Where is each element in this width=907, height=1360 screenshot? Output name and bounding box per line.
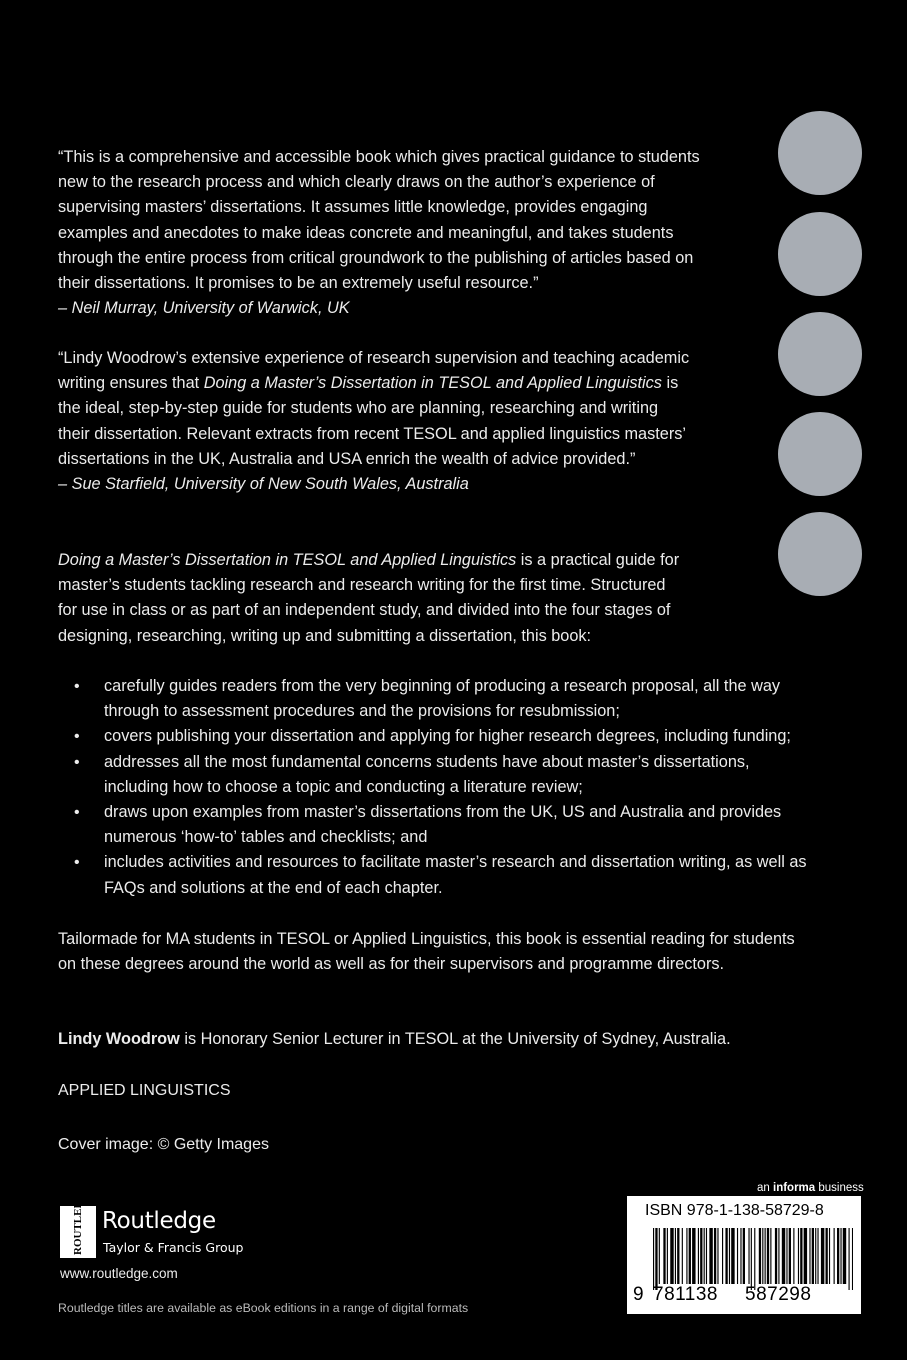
list-item [58,674,878,724]
list-item-text: carefully guides readers from the very beginning of producing a research proposal, all the way [104,677,781,695]
quote-attribution: – Sue Starfield, University of New South Wales, Australia [58,475,469,494]
barcode-bar [843,1228,846,1284]
barcode-bar [775,1228,777,1284]
barcode-icon [653,1228,853,1290]
barcode-bar [729,1228,730,1284]
barcode-bar [740,1228,741,1284]
barcode-bar [789,1228,791,1284]
publisher-group: Taylor & Francis Group [103,1240,244,1255]
list-item-text: addresses all the most fundamental concerns students have about master’s dissertations, [104,752,750,771]
audience-paragraph [58,927,795,977]
quote-line: “This is a comprehensive and accessible book which gives practical guidance to students [58,148,700,166]
barcode-bar [653,1228,654,1290]
barcode-bar [782,1228,785,1284]
quote-line: new to the research process and which clearly draws on the author’s experience of [58,173,655,192]
barcode-bar [709,1228,712,1284]
barcode-bar [821,1228,824,1284]
barcode-bar [692,1228,695,1284]
list-item [58,724,878,749]
description-line: designing, researching, writing up and submitting a dissertation, this book: [58,626,592,645]
barcode-bar [762,1228,763,1284]
barcode-digit-first: 9 [633,1284,645,1305]
barcode-digits-left: 781138 [653,1284,718,1305]
list-item [58,850,878,900]
barcode-bar [834,1228,835,1284]
logo-mark-text: ROUTLEDGE [72,1184,84,1255]
barcode-bar [731,1228,734,1284]
decorative-circle-4 [778,412,862,496]
author-bio-text: is Honorary Senior Lecturer in TESOL at the University of Sydney, Australia. [179,1030,731,1048]
list-item-text: includes activities and resources to facilitate master’s research and dissertation writing, as well as [104,853,807,872]
barcode-bar [706,1228,707,1284]
barcode-bar [655,1228,657,1290]
publisher-logo [60,1184,250,1262]
bullet-icon: • [74,678,80,695]
paragraph-line: on these degrees around the world as well as for their supervisors and programme directors. [58,955,725,974]
barcode-bar [793,1228,794,1284]
barcode-bar [767,1228,769,1284]
informa-brand: informa [773,1182,816,1194]
barcode-bar [770,1228,771,1284]
quote-line: through the entire process from critical groundwork to the publishing of articles based on [58,248,694,267]
list-item-text: covers publishing your dissertation and applying for higher research degrees, including funding; [104,727,791,746]
list-item-text: draws upon examples from master’s dissertations from the UK, US and Australia and provides [104,803,782,822]
barcode-bar [812,1228,814,1284]
barcode-bar [682,1228,683,1284]
barcode-digits-right: 587298 [745,1284,812,1305]
subject-category: APPLIED LINGUISTICS [58,1082,231,1099]
paragraph-line: Tailormade for MA students in TESOL or Applied Linguistics, this book is essential reading for students [58,930,795,948]
barcode-bar [725,1228,727,1284]
barcode-bar [689,1228,691,1284]
ebook-note: Routledge titles are available as eBook editions in a range of digital formats [58,1301,469,1315]
quote-line: examples and anecdotes to make ideas concrete and meaningful, and takes students [58,223,674,242]
description-line: master’s students tackling research and research writing for the first time. Structured [58,576,666,595]
barcode-bar [759,1228,761,1284]
quote-line: “Lindy Woodrow’s extensive experience of research supervision and teaching academic [58,349,690,367]
barcode-bar [751,1228,752,1290]
quote-line: dissertations in the UK, Australia and USA enrich the wealth of advice provided.” [58,449,636,468]
endorsement-quote-1 [58,145,700,321]
list-item-text: including how to choose a topic and conducting a literature review; [104,777,583,796]
quote-line: the ideal, step-by-step guide for students who are planning, researching and writing [58,399,659,418]
bullet-icon: • [74,728,80,746]
barcode-bar [798,1228,799,1284]
quote-line [58,371,689,396]
bullet-icon: • [74,854,80,872]
book-description [58,548,679,649]
publisher-name: Routledge [102,1208,216,1234]
decorative-circle-1 [778,111,862,195]
barcode-bar [778,1228,779,1284]
barcode-bar [686,1228,687,1284]
barcode-bar [754,1228,755,1290]
barcode-bar [737,1228,738,1284]
description-line [58,548,679,573]
barcode-bar [704,1228,705,1284]
informa-tagline [757,1182,864,1194]
barcode-bar [826,1228,828,1284]
barcode-bar [717,1228,718,1284]
list-item-text: numerous ‘how-to’ tables and checklists; and [104,828,428,847]
barcode-bar [675,1228,676,1284]
quote-text: writing ensures that [58,374,204,393]
decorative-circle-5 [778,512,862,596]
book-title: Doing a Master’s Dissertation in TESOL and Applied Linguistics [203,374,662,393]
quote-line: their dissertations. It promises to be an extremely useful resource.” [58,274,539,293]
description-line: for use in class or as part of an independent study, and divided into the four stages of [58,601,671,620]
barcode-bar [809,1228,810,1284]
barcode-bar [748,1228,749,1284]
barcode-bar [663,1228,665,1284]
list-item-text: FAQs and solutions at the end of each chapter. [104,878,443,897]
quote-text: is [661,374,679,393]
routledge-logo-icon [60,1184,96,1258]
barcode-bar [837,1228,839,1284]
barcode-bar [743,1228,745,1284]
barcode-bar [804,1228,807,1284]
description-text: is a practical guide for [516,551,680,569]
barcode-bar [829,1228,830,1284]
barcode-bar [677,1228,679,1284]
feature-list [58,674,878,901]
quote-line: supervising masters’ dissertations. It assumes little knowledge, provides engaging [58,198,648,217]
barcode-bar [659,1228,660,1284]
cover-credit: Cover image: © Getty Images [58,1136,269,1153]
informa-post: business [815,1182,864,1194]
decorative-circle-2 [778,212,862,296]
informa-pre: an [757,1182,773,1194]
barcode-bar [817,1228,818,1284]
barcode-bar [714,1228,716,1284]
endorsement-quote-2 [58,346,689,497]
barcode-bar [765,1228,766,1284]
barcode-bar [670,1228,673,1284]
barcode-bar [840,1228,841,1284]
isbn-barcode-box [627,1196,861,1314]
bullet-icon: • [74,804,80,822]
publisher-url: www.routledge.com [60,1266,178,1281]
barcode-bar [800,1228,802,1284]
barcode-bar [698,1228,699,1284]
isbn-label: ISBN 978-1-138-58729-8 [645,1202,824,1219]
list-item [58,800,878,850]
book-title: Doing a Master’s Dissertation in TESOL and Applied Linguistics [58,551,517,569]
barcode-bar [786,1228,787,1284]
decorative-circle-3 [778,312,862,396]
barcode-bar [815,1228,816,1284]
barcode-bar [849,1228,850,1290]
barcode-bar [852,1228,853,1290]
author-bio-line [58,1027,731,1052]
barcode-bar [700,1228,702,1284]
barcode-bar [722,1228,723,1284]
quote-attribution: – Neil Murray, University of Warwick, UK [58,299,350,318]
author-name: Lindy Woodrow [58,1030,180,1048]
quote-line: their dissertation. Relevant extracts from recent TESOL and applied linguistics masters’ [58,424,687,443]
barcode-bar [667,1228,668,1284]
list-item [58,750,878,800]
list-item-text: through to assessment procedures and the provisions for resubmission; [104,702,620,721]
bullet-icon: • [74,753,80,771]
author-bio [58,1027,731,1052]
